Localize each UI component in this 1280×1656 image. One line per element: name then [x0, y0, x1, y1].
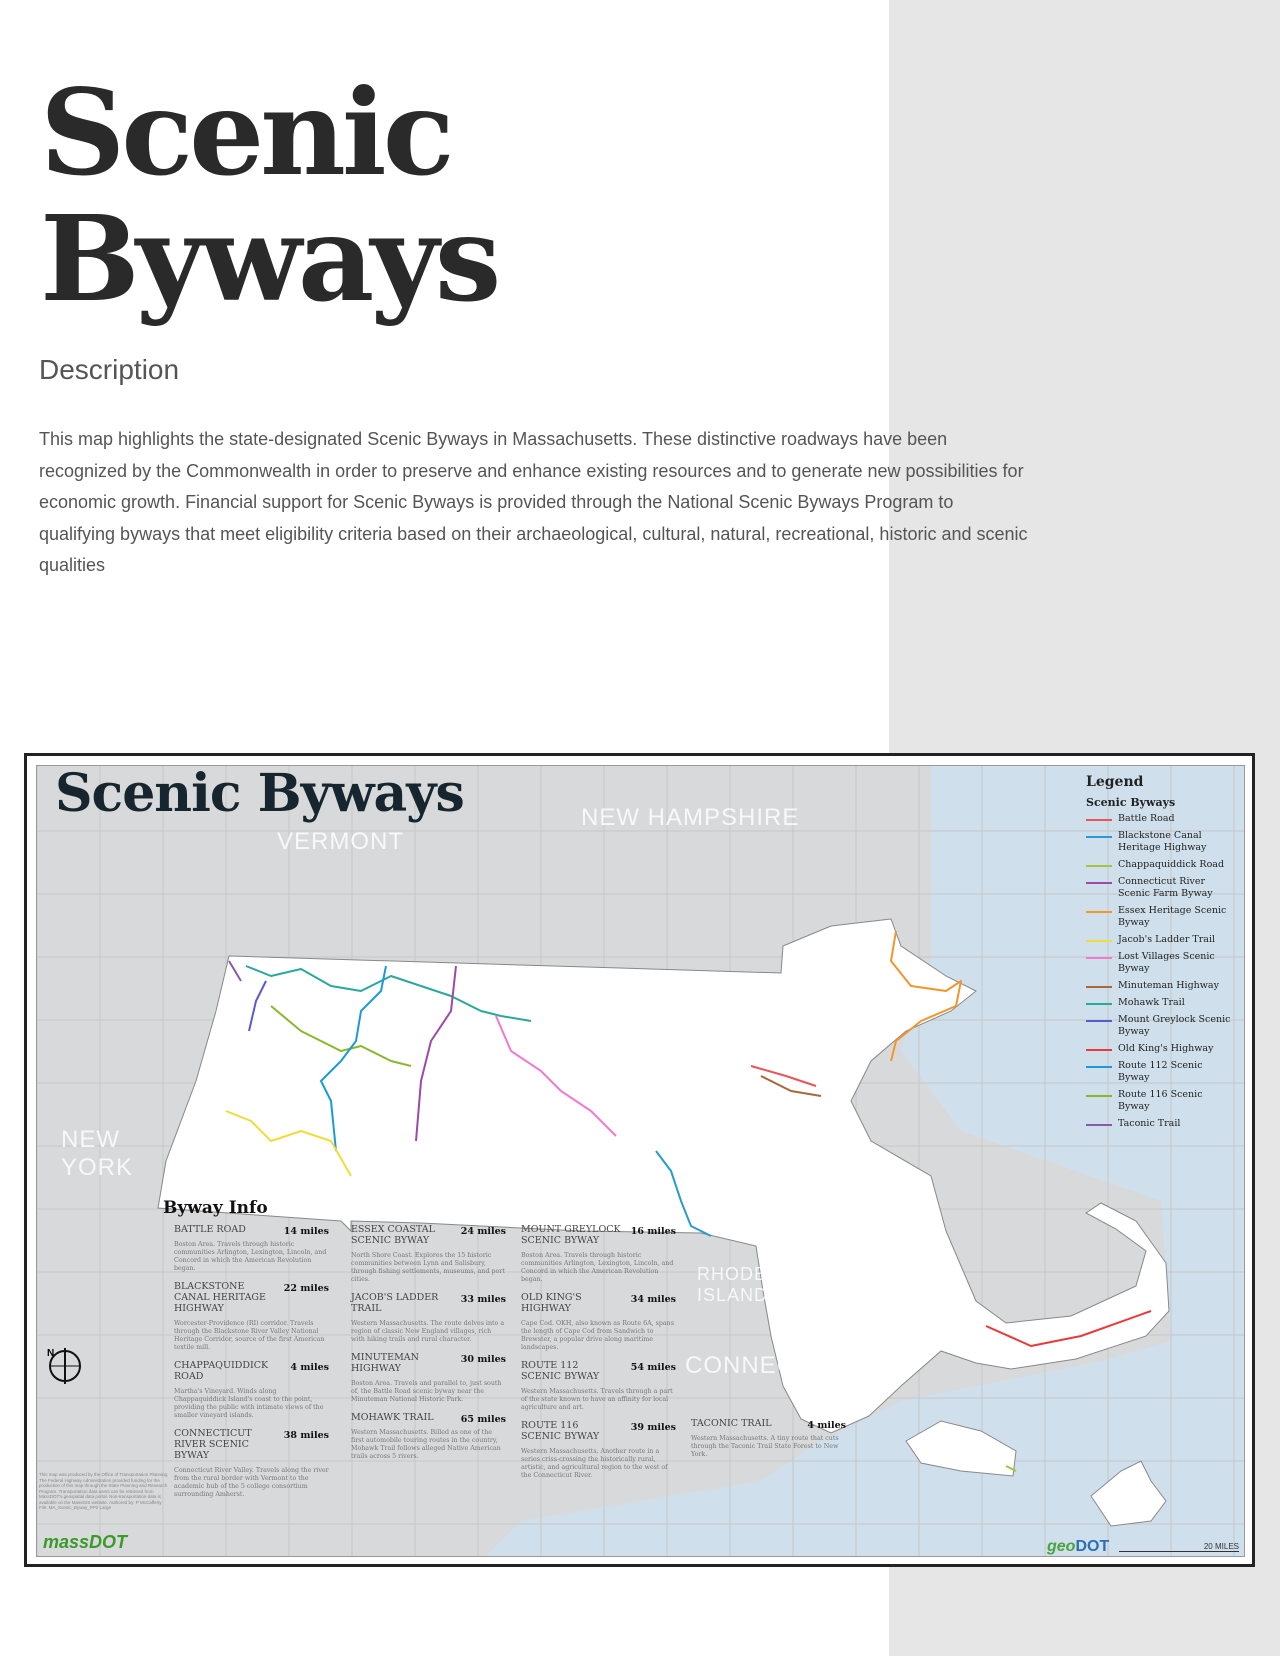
description-heading: Description	[39, 354, 180, 385]
map-title: Scenic Byways	[55, 765, 464, 824]
legend-label: Battle Road	[1118, 813, 1175, 824]
legend-label: Route 112 Scenic Byway	[1118, 1060, 1203, 1083]
byway-miles: 24 miles	[460, 1226, 506, 1237]
legend-item	[1086, 830, 1236, 854]
map-image	[24, 753, 1255, 1567]
byway-miles: 33 miles	[460, 1294, 506, 1305]
map-credits: This map was produced by the Office of Transportation Planning. The Federal Highway Administration provided funding for the production of this map through the State Planning and Research Program. Transportation data users can be retrieved from MassDOT's geospatial data portal. Non-transportation data is available on the MassGIS website. Authored by: P McCafferty File: MA_Scenic_Byway_PP2 Large	[39, 1472, 169, 1510]
legend-label: Lost Villages Scenic Byway	[1118, 951, 1215, 974]
byway-entry	[691, 1418, 846, 1459]
map-canvas	[36, 765, 1245, 1557]
new-york-line-1: NEW	[61, 1126, 120, 1153]
byway-description: Western Massachusetts. A tiny route that cuts through the Taconic Trail State Forest to New York.	[691, 1435, 839, 1458]
legend-label: Taconic Trail	[1118, 1118, 1181, 1129]
byway-name: ROUTE 112 SCENIC BYWAY	[521, 1360, 600, 1382]
byway-column	[521, 1224, 676, 1488]
byway-name: MOHAWK TRAIL	[351, 1412, 434, 1423]
map-legend	[1086, 774, 1236, 1135]
legend-item	[1086, 951, 1236, 975]
byway-entry	[521, 1292, 676, 1352]
byway-miles: 14 miles	[283, 1226, 329, 1237]
legend-item	[1086, 997, 1236, 1009]
legend-swatch	[1086, 986, 1112, 988]
byway-column	[691, 1418, 846, 1467]
page-title	[40, 63, 498, 328]
byway-name: BLACKSTONE CANAL HERITAGE HIGHWAY	[174, 1281, 266, 1314]
legend-swatch	[1086, 1020, 1112, 1022]
massdot-logo: massDOT	[43, 1532, 128, 1552]
byway-description: Western Massachusetts. Billed as one of the first automobile touring routes in the country, Mohawk Trail follows alleged Native American trails across 5 rivers.	[351, 1429, 501, 1460]
byway-entry	[521, 1360, 676, 1412]
legend-item	[1086, 980, 1236, 992]
legend-label: Route 116 Scenic Byway	[1118, 1089, 1203, 1112]
byway-entry	[174, 1224, 329, 1273]
byway-description: Boston Area. Travels and parallel to, just south of, the Battle Road scenic byway near the Minuteman National Historic Park.	[351, 1380, 502, 1403]
legend-swatch	[1086, 957, 1112, 959]
byway-name: MINUTEMAN HIGHWAY	[351, 1352, 419, 1374]
legend-label: Old King's Highway	[1118, 1043, 1214, 1054]
byway-name: OLD KING'S HIGHWAY	[521, 1292, 582, 1314]
legend-swatch	[1086, 865, 1112, 867]
legend-item	[1086, 1014, 1236, 1038]
byway-description: Boston Area. Travels through historic communities Arlington, Lexington, Lincoln, and Concord in which the American Revolution began.	[174, 1241, 327, 1272]
byway-entry	[351, 1224, 506, 1284]
byway-column	[351, 1224, 506, 1469]
new-york-line-2: YORK	[61, 1154, 134, 1181]
compass-icon	[47, 1348, 83, 1384]
legend-item	[1086, 876, 1236, 900]
geodot-logo-dot: DOT	[1075, 1538, 1110, 1555]
byway-entry	[521, 1224, 676, 1284]
legend-swatch	[1086, 940, 1112, 942]
legend-swatch	[1086, 1095, 1112, 1097]
title-line-2: Byways	[40, 189, 498, 328]
legend-item	[1086, 1043, 1236, 1055]
legend-label: Mount Greylock Scenic Byway	[1118, 1014, 1231, 1037]
byway-name: ESSEX COASTAL SCENIC BYWAY	[351, 1224, 435, 1246]
legend-label: Essex Heritage Scenic Byway	[1118, 905, 1227, 928]
byway-name: JACOB'S LADDER TRAIL	[351, 1292, 439, 1314]
north-arrow	[47, 1348, 54, 1359]
rhode-island-line-1: RHODE	[697, 1264, 768, 1284]
byway-miles: 30 miles	[460, 1354, 506, 1365]
description-text: This map highlights the state-designated Scenic Byways in Massachusetts. These distinctive roadways have been recognized by the Commonwealth in order to preserve and enhance existing resources and to generate new possibilities for economic growth. Financial support for Scenic Byways is provided through the National Scenic Byways Program to qualifying byways that meet eligibility criteria based on their archaeological, cultural, natural, recreational, historic and scenic qualities	[39, 429, 1028, 575]
legend-swatch	[1086, 1124, 1112, 1126]
legend-title: Legend	[1086, 774, 1144, 790]
legend-item	[1086, 934, 1236, 946]
byway-name: TACONIC TRAIL	[691, 1418, 772, 1429]
legend-swatch	[1086, 911, 1112, 913]
legend-swatch	[1086, 836, 1112, 838]
legend-label: Connecticut River Scenic Farm Byway	[1118, 876, 1213, 899]
state-label-new-hampshire: NEW HAMPSHIRE	[581, 804, 800, 831]
byway-miles: 4 miles	[807, 1420, 846, 1431]
byway-entry	[351, 1412, 506, 1461]
legend-swatch	[1086, 819, 1112, 821]
byway-miles: 65 miles	[460, 1414, 506, 1425]
legend-swatch	[1086, 882, 1112, 884]
byway-miles: 4 miles	[290, 1362, 329, 1373]
scale-bar: 20 MILES	[1119, 1542, 1239, 1552]
byway-entry	[174, 1360, 329, 1420]
state-label-vermont: VERMONT	[277, 828, 404, 855]
byway-description: Boston Area. Travels through historic communities Arlington, Lexington, Lincoln, and Concord in which the American Revolution began.	[521, 1252, 674, 1283]
byway-entry	[521, 1420, 676, 1480]
byway-description: Worcester-Providence (RI) corridor. Travels through the Blackstone River Valley National Heritage Corridor, source of the first American textile mill.	[174, 1320, 325, 1351]
legend-label: Blackstone Canal Heritage Highway	[1118, 830, 1207, 853]
byway-description: Western Massachusetts. Travels through a part of the state known to have an affinity for local agriculture and art.	[521, 1388, 673, 1411]
legend-label: Jacob's Ladder Trail	[1118, 934, 1216, 945]
legend-item	[1086, 1089, 1236, 1113]
byway-miles: 22 miles	[283, 1283, 329, 1294]
byway-column	[174, 1224, 329, 1507]
legend-swatch	[1086, 1003, 1112, 1005]
legend-subtitle: Scenic Byways	[1086, 796, 1176, 809]
byway-entry	[174, 1281, 329, 1352]
legend-label: Chappaquiddick Road	[1118, 859, 1225, 870]
byway-entry	[351, 1352, 506, 1404]
byway-entry	[351, 1292, 506, 1344]
byway-entry	[174, 1428, 329, 1499]
title-line-1: Scenic	[40, 63, 451, 202]
byway-name: ROUTE 116 SCENIC BYWAY	[521, 1420, 600, 1442]
byway-name: CONNECTICUT RIVER SCENIC BYWAY	[174, 1428, 252, 1461]
legend-item	[1086, 859, 1236, 871]
byway-miles: 54 miles	[630, 1362, 676, 1373]
byway-name: MOUNT GREYLOCK SCENIC BYWAY	[521, 1224, 621, 1246]
legend-swatch	[1086, 1049, 1112, 1051]
legend-item	[1086, 1118, 1236, 1130]
state-label-rhode-island	[697, 1264, 768, 1306]
legend-label: Mohawk Trail	[1118, 997, 1185, 1008]
legend-label: Minuteman Highway	[1118, 980, 1219, 991]
byway-description: Connecticut River Valley. Travels along the river from the rural border with Vermont to the academic hub of the 5 college consortium surrounding Amherst.	[174, 1467, 329, 1498]
byway-miles: 39 miles	[630, 1422, 676, 1433]
byway-miles: 38 miles	[283, 1430, 329, 1441]
state-label-new-york	[61, 1126, 133, 1182]
byway-description: North Shore Coast. Explores the 15 historic communities between Lynn and Salisbury, through fishing settlements, museums, and port cities.	[351, 1252, 505, 1283]
byway-description: Western Massachusetts. The route delves into a region of classic New England villages, rich with hiking trails and rural character.	[351, 1320, 505, 1343]
rhode-island-line-2: ISLAND	[697, 1285, 769, 1305]
legend-item	[1086, 905, 1236, 929]
geodot-logo	[1047, 1538, 1109, 1556]
byway-description: Martha's Vineyard. Winds along Chappaquiddick Island's coast to the point, providing the public with intimate views of the smaller vineyard islands.	[174, 1388, 324, 1419]
byway-miles: 16 miles	[630, 1226, 676, 1237]
state-label-connecticut: CONNECTICUT	[685, 1352, 871, 1379]
legend-item	[1086, 813, 1236, 825]
byway-description: Cape Cod. OKH, also known as Route 6A, spans the length of Cape Cod from Sandwich to Brewster, a popular drive along maritime landscapes.	[521, 1320, 674, 1351]
geodot-logo-geo: geo	[1047, 1538, 1076, 1555]
legend-item	[1086, 1060, 1236, 1084]
byway-name: BATTLE ROAD	[174, 1224, 246, 1235]
byway-info-title: Byway Info	[163, 1198, 268, 1218]
north-label: N	[47, 1348, 55, 1359]
byway-name: CHAPPAQUIDDICK ROAD	[174, 1360, 269, 1382]
legend-swatch	[1086, 1066, 1112, 1068]
byway-miles: 34 miles	[630, 1294, 676, 1305]
byway-description: Western Massachusetts. Another route in a series criss-crossing the historically rural, artistic, and agricultural region to the west of the Connecticut River.	[521, 1448, 668, 1479]
